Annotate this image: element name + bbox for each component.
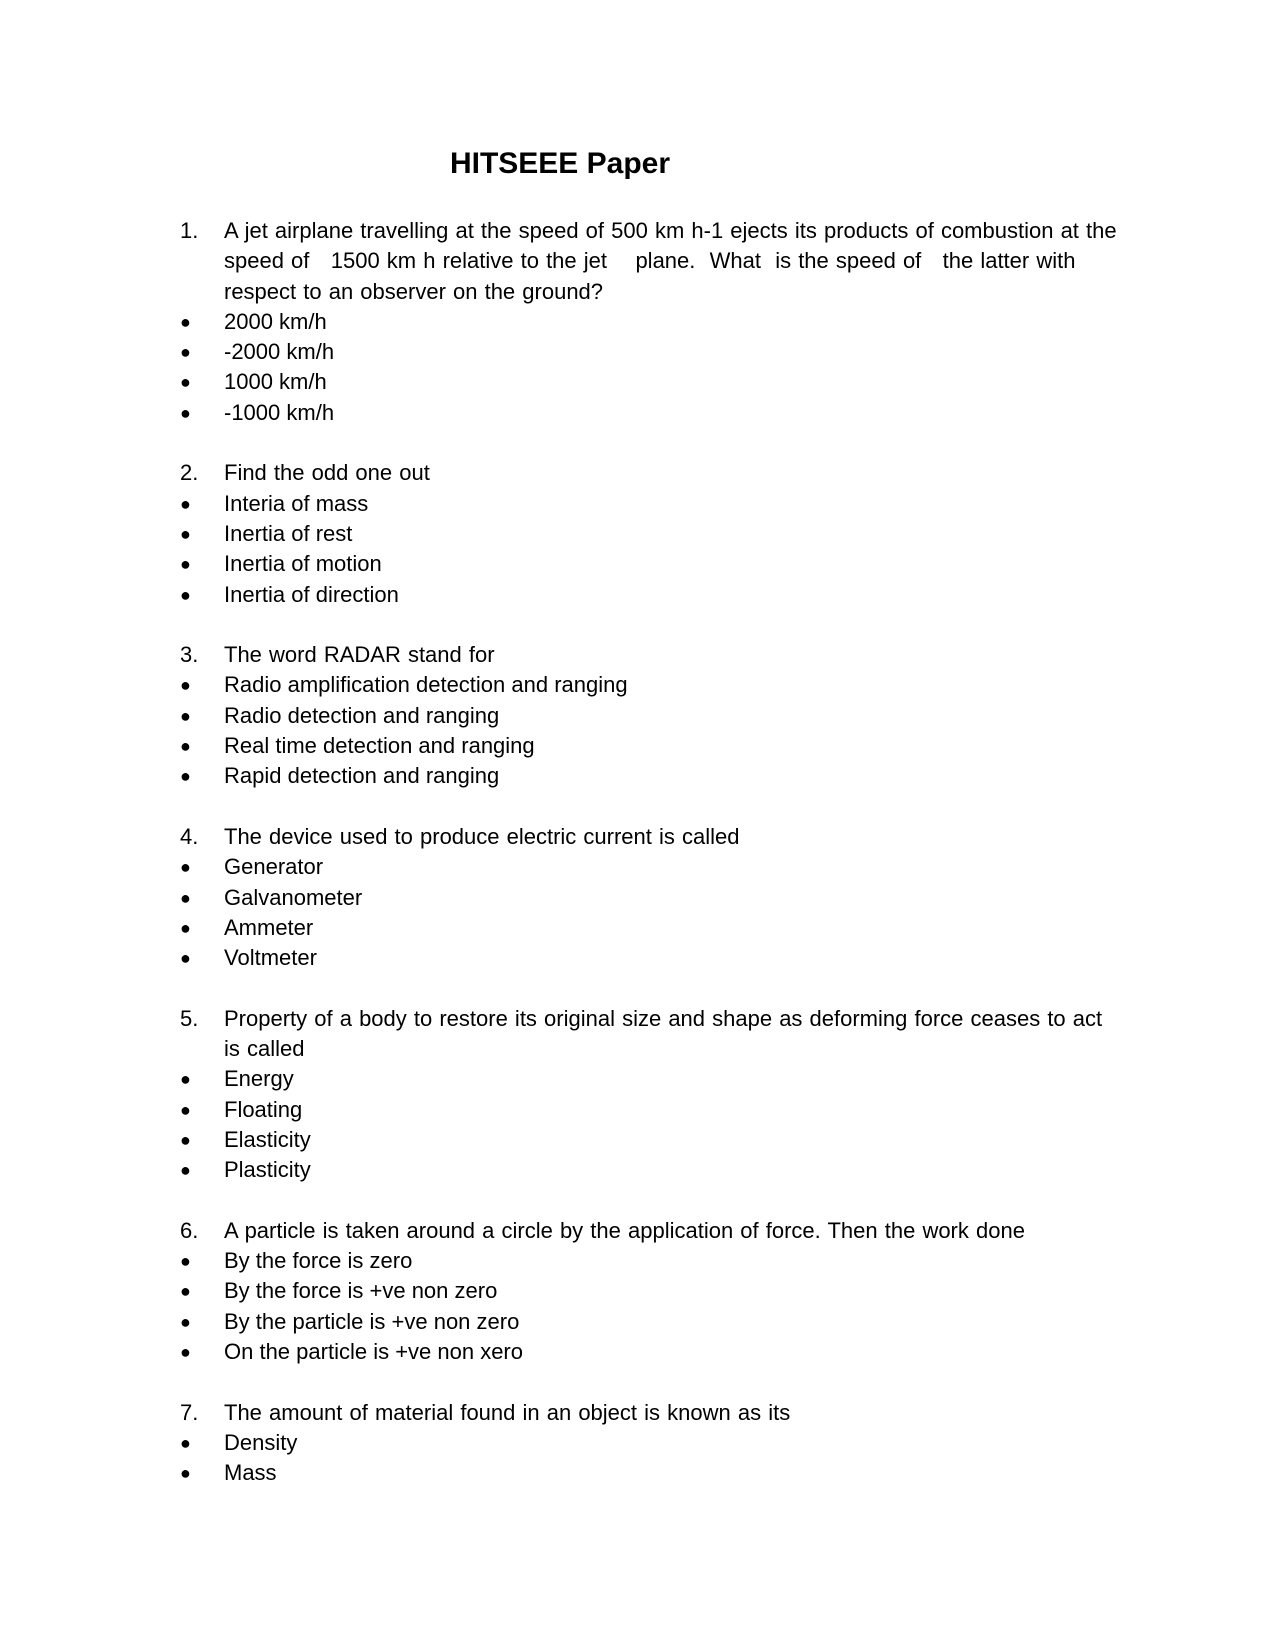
option-item [180,398,1120,428]
bullet-icon: ● [180,917,191,938]
bullet-icon: ● [180,887,191,908]
option-text: 1000 km/h [224,369,327,395]
question-text: The device used to produce electric current is called [224,823,740,849]
question-row [180,822,1120,852]
option-item [180,1337,1120,1367]
bullet-icon: ● [180,1251,191,1272]
option-item [180,1246,1120,1276]
option-text: Radio amplification detection and ranging [224,672,628,698]
bullet-icon: ● [180,584,191,605]
option-item [180,580,1120,610]
question-list [180,216,1124,1519]
option-text: Radio detection and ranging [224,702,500,728]
option-item [180,489,1120,519]
option-item [180,731,1120,761]
option-item [180,1307,1120,1337]
option-item [180,1428,1120,1458]
question-text: Property of a body to restore its original size and shape as deforming force ceases to act is called [224,1005,1103,1062]
option-text: On the particle is +ve non xero [224,1338,523,1364]
bullet-icon: ● [180,1463,191,1484]
option-item [180,852,1120,882]
option-text: By the force is zero [224,1248,413,1274]
option-item [180,549,1120,579]
option-item [180,761,1120,791]
option-item [180,307,1120,337]
bullet-icon: ● [180,675,191,696]
option-item [180,883,1120,913]
question-row [180,1398,1120,1428]
bullet-icon: ● [180,948,191,969]
question-text: A jet airplane travelling at the speed of 500 km h-1 ejects its products of combustion at the speed of 1500 km h relative to the jet plane. What is the speed of the latter with respect to an observer on the ground? [224,218,1124,304]
option-text: Inertia of rest [224,520,353,546]
question-text: The amount of material found in an object is known as its [224,1399,791,1425]
question-number: 4. [180,823,199,849]
bullet-icon: ● [180,554,191,575]
question-5 [180,1004,1120,1186]
option-item [180,1155,1120,1185]
option-item [180,1458,1120,1488]
option-item [180,701,1120,731]
option-text: By the particle is +ve non zero [224,1308,520,1334]
question-number: 5. [180,1005,199,1031]
question-row [180,458,1120,488]
option-text: Real time detection and ranging [224,733,535,759]
page-title: HITSEEE Paper [449,147,671,180]
bullet-icon: ● [180,857,191,878]
bullet-icon: ● [180,1281,191,1302]
option-item [180,943,1120,973]
question-text: The word RADAR stand for [224,642,495,668]
option-text: -1000 km/h [224,399,335,425]
bullet-icon: ● [180,736,191,757]
bullet-icon: ● [180,372,191,393]
option-text: By the force is +ve non zero [224,1278,498,1304]
bullet-icon: ● [180,523,191,544]
question-number: 2. [180,460,199,486]
bullet-icon: ● [180,1069,191,1090]
option-text: Energy [224,1066,294,1092]
question-7 [180,1398,1120,1489]
bullet-icon: ● [180,1341,191,1362]
bullet-icon: ● [180,766,191,787]
option-text: Interia of mass [224,490,369,516]
bullet-icon: ● [180,342,191,363]
bullet-icon: ● [180,493,191,514]
question-row [180,1004,1120,1065]
option-text: Rapid detection and ranging [224,763,500,789]
option-item [180,1064,1120,1094]
option-item [180,1095,1120,1125]
option-text: Inertia of direction [224,581,399,607]
question-number: 1. [180,218,199,243]
option-text: Generator [224,854,324,880]
bullet-icon: ● [180,1311,191,1332]
question-row [180,216,1124,307]
question-row [180,1216,1120,1246]
question-row [180,640,1120,670]
bullet-icon: ● [180,1099,191,1120]
bullet-icon: ● [180,705,191,726]
option-item [180,1276,1120,1306]
option-item [180,913,1120,943]
option-text: Voltmeter [224,945,317,971]
option-text: Inertia of motion [224,551,382,577]
bullet-icon: ● [180,1432,191,1453]
bullet-icon: ● [180,402,191,423]
option-text: Ammeter [224,914,314,940]
bullet-icon: ● [180,1160,191,1181]
question-3 [180,640,1120,791]
option-text: Floating [224,1096,303,1122]
question-number: 6. [180,1217,199,1243]
option-item [180,367,1120,397]
option-text: Plasticity [224,1157,311,1183]
option-text: -2000 km/h [224,339,335,365]
option-text: Galvanometer [224,884,363,910]
bullet-icon: ● [180,311,191,332]
option-text: Elasticity [224,1126,311,1152]
question-number: 3. [180,642,199,668]
option-item [180,1125,1120,1155]
question-2 [180,458,1120,609]
question-text: Find the odd one out [224,460,430,486]
question-1 [180,216,1124,428]
option-text: Mass [224,1460,277,1486]
question-4 [180,822,1120,973]
bullet-icon: ● [180,1129,191,1150]
option-item [180,519,1120,549]
question-number: 7. [180,1399,199,1425]
question-text: A particle is taken around a circle by the application of force. Then the work done [224,1217,1025,1243]
option-text: 2000 km/h [224,308,327,334]
option-item [180,670,1120,700]
question-6 [180,1216,1120,1367]
option-item [180,337,1120,367]
option-text: Density [224,1429,298,1455]
